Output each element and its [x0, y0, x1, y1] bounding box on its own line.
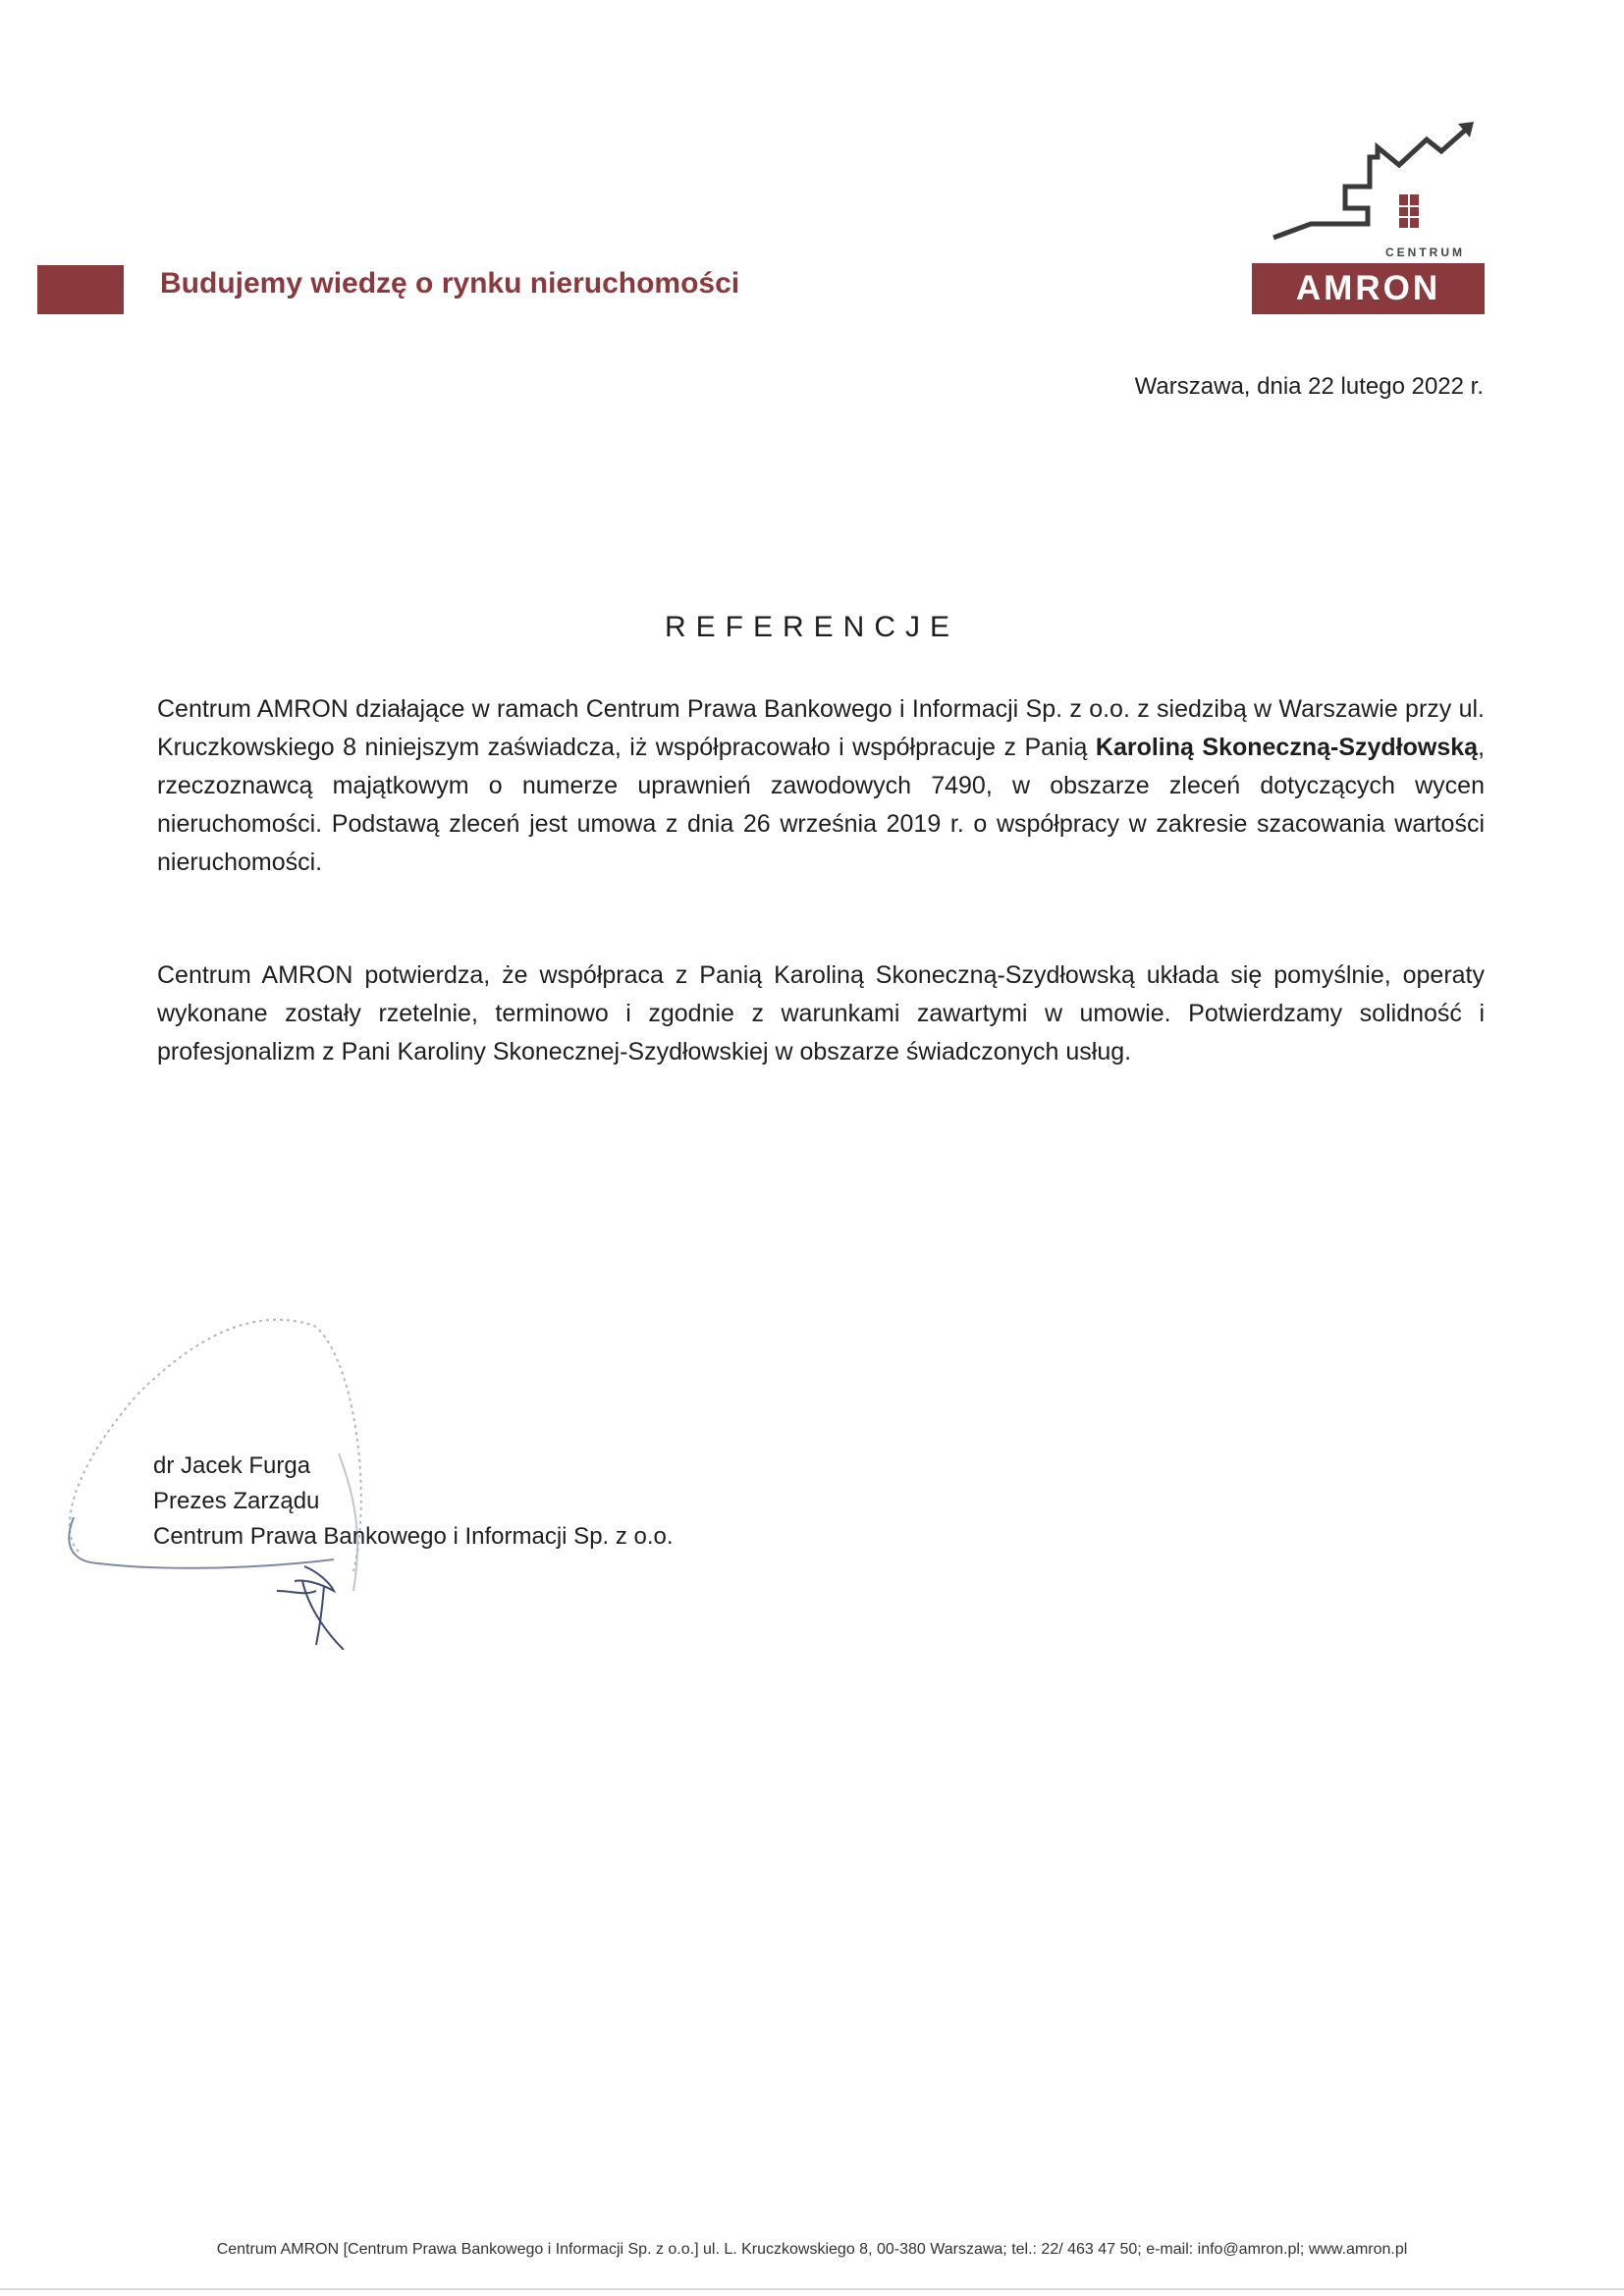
paragraph-1-end: , rzeczoznawcą majątkowym o numerze uprawnień zawodowych 7490, w obszarze zleceń dotyczących wycen nieruchomości. Podstawą zleceń jest umowa z dnia 26 września 2019 r. o współpracy w zakresie szacowania wartości nieruchomości. — [157, 734, 1486, 876]
footer-rule — [0, 2288, 1624, 2290]
paragraph-1-name: Karoliną Skoneczną-Szydłowską — [1095, 734, 1479, 761]
paragraph-2-text: Centrum AMRON potwierdza, że współpraca z Panią Karoliną Skoneczną-Szydłowską układa się pomyślnie, operaty wykonane zostały rzetelnie, terminowo i zgodnie z warunkami zawartymi w umowie. Potwierdzamy solidność i profesjonalizm z Pani Karoliny Skonecznej-Szydłowskiej w obszarze świadczonych usług. — [157, 961, 1485, 1066]
paragraph-1 — [157, 690, 1485, 882]
amron-logo — [1252, 118, 1488, 319]
house-arrow-icon — [1252, 118, 1488, 255]
logo-amron-box: AMRON — [1252, 263, 1485, 314]
logo-centrum-text: CENTRUM — [1385, 246, 1465, 259]
header-accent-bar — [37, 265, 124, 314]
paragraph-1-start: Centrum AMRON działające w ramach Centrum Prawa Bankowego i Informacji Sp. z o.o. z siedzibą w Warszawie przy ul. Kruczkowskiego 8 niniejszym zaświadcza, iż współpracowało i współpracuje z Panią — [157, 695, 1485, 761]
signatory-name: dr Jacek Furga — [153, 1452, 311, 1479]
paragraph-2 — [157, 957, 1485, 1071]
letter-title: REFERENCJE — [664, 611, 960, 643]
footer-contact: Centrum AMRON [Centrum Prawa Bankowego i Informacji Sp. z o.o.] ul. L. Kruczkowskiego 8, 00-380 Warszawa; tel.: 22/ 463 47 50; e-mail: info@amron.pl; www.amron.pl — [216, 2241, 1408, 2258]
signatory-company: Centrum Prawa Bankowego i Informacji Sp. z o.o. — [153, 1523, 674, 1550]
header-tagline: Budujemy wiedzę o rynku nieruchomości — [160, 267, 740, 300]
letter-date: Warszawa, dnia 22 lutego 2022 r. — [1134, 373, 1484, 400]
signatory-block — [153, 1449, 674, 1555]
signatory-position: Prezes Zarządu — [153, 1488, 320, 1514]
